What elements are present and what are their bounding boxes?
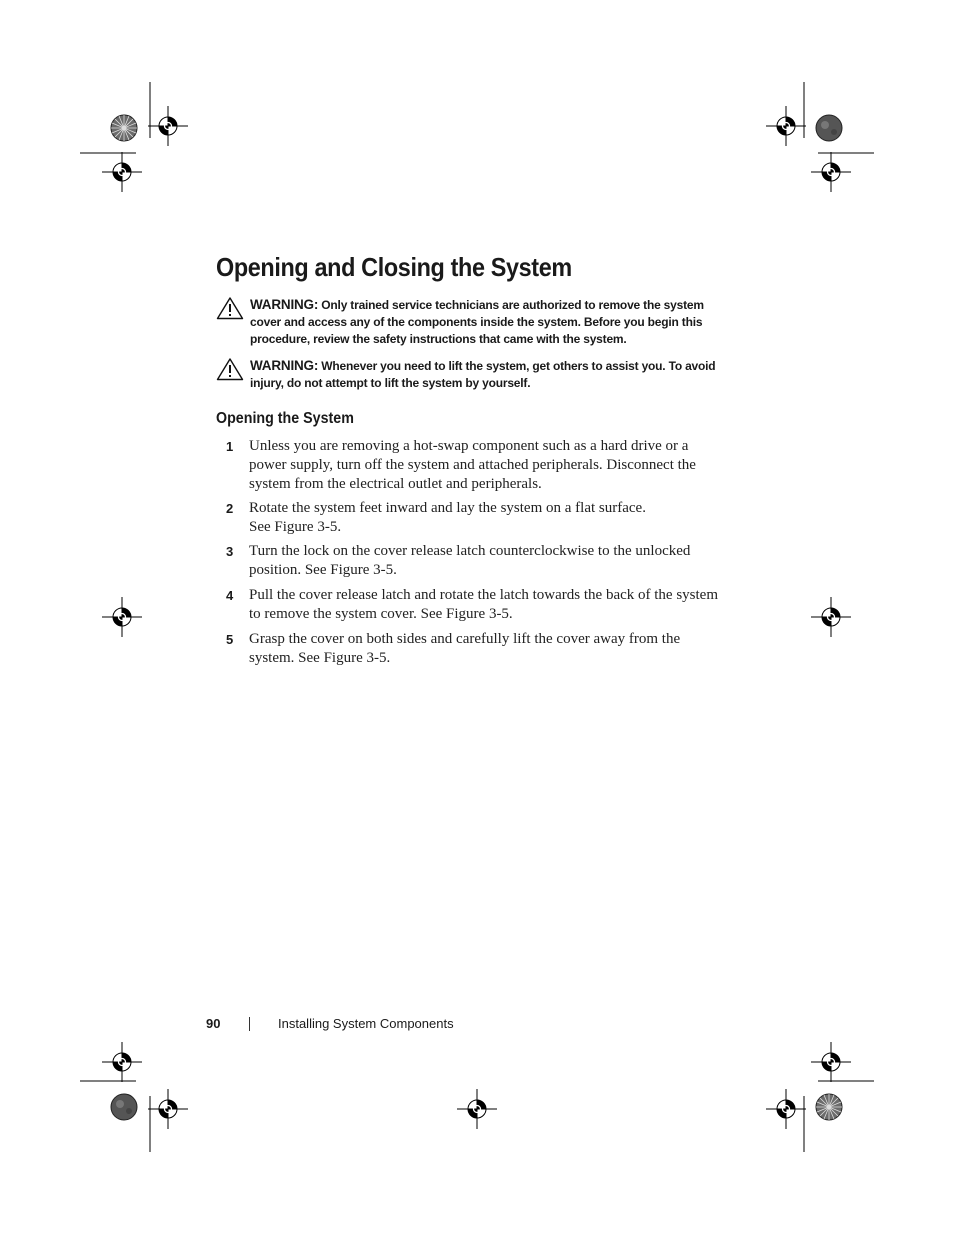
section-heading: Opening the System [216, 410, 354, 427]
step-number: 5 [226, 632, 234, 647]
step-text-line: See Figure 3-5. [249, 519, 342, 535]
step-text: Grasp the cover on both sides and carefully lift the cover away from the system. See Figure 3-5. [249, 631, 681, 666]
warning-label: WARNING: [250, 358, 319, 373]
step-number: 2 [226, 501, 234, 516]
warning-text [250, 357, 726, 392]
warning-triangle-icon [216, 296, 244, 320]
step-number: 4 [226, 588, 234, 603]
page-number: 90 [206, 1016, 221, 1031]
step-text: Turn the lock on the cover release latch counterclockwise to the unlocked position. See Figure 3-5. [249, 543, 691, 578]
warning-body: Whenever you need to lift the system, get others to assist you. To avoid injury, do not attempt to lift the system by yourself. [250, 359, 716, 390]
warning-label: WARNING: [250, 297, 319, 312]
step-number: 1 [226, 439, 234, 454]
warning-body: Only trained service technicians are authorized to remove the system cover and access any of the components inside the system. Before you begin this procedure, review the safety instructions that came with the system. [250, 298, 704, 346]
step-text: Unless you are removing a hot-swap component such as a hard drive or a power supply, turn off the system and attached peripherals. Disconnect the system from the electrical outlet and peripherals. [249, 438, 696, 492]
warning-triangle-icon [216, 357, 244, 381]
step-number: 3 [226, 544, 234, 559]
step-text: Pull the cover release latch and rotate the latch towards the back of the system to remove the system cover. See Figure 3-5. [249, 587, 718, 622]
footer-divider [249, 1017, 250, 1031]
step-text [249, 499, 719, 537]
warning-text [250, 296, 726, 348]
footer-chapter-title: Installing System Components [278, 1016, 454, 1031]
step-text-line: Rotate the system feet inward and lay the system on a flat surface. [249, 500, 646, 516]
page-title: Opening and Closing the System [216, 252, 572, 282]
